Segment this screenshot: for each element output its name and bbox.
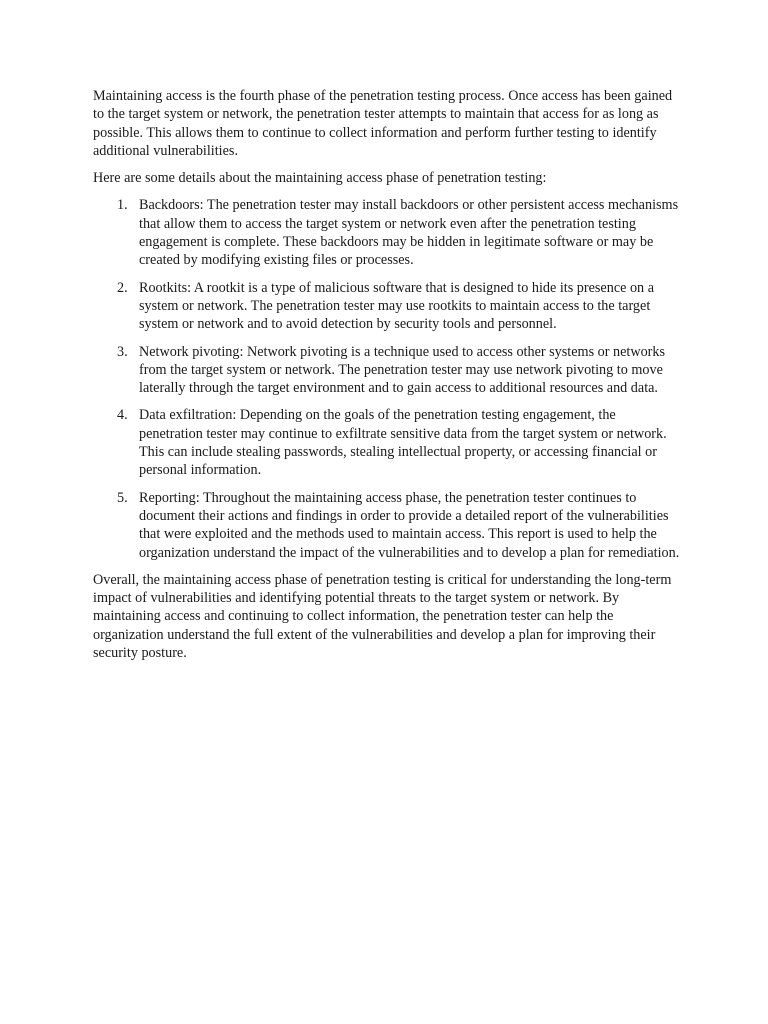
list-item-number: 3.: [117, 343, 128, 360]
list-item-text: Data exfiltration: Depending on the goals of the penetration testing engagement, the penetration tester may continue to exfiltrate sensitive data from the target system or network. This can include stealing passwords, stealing intellectual property, or accessing financial or personal information.: [139, 407, 667, 479]
list-item: [93, 279, 683, 334]
lead-paragraph: Here are some details about the maintaining access phase of penetration testing:: [93, 170, 547, 187]
list-item: [93, 489, 683, 562]
document-page: [93, 87, 683, 671]
list-item-text: Rootkits: A rootkit is a type of malicious software that is designed to hide its presence on a system or network. The penetration tester may use rootkits to maintain access to the target system or network and to avoid detection by security tools and personnel.: [139, 279, 654, 333]
list-item-number: 5.: [117, 489, 128, 506]
list-item-text: Reporting: Throughout the maintaining access phase, the penetration tester continues to document their actions and findings in order to provide a detailed report of the vulnerabilities that were exploited and the methods used to maintain access. This report is used to help the organization understand the impact of the vulnerabilities and to develop a plan for remediation.: [139, 489, 680, 561]
list-item-text: Network pivoting: Network pivoting is a technique used to access other systems or networks from the target system or network. The penetration tester may use network pivoting to move laterally through the target environment and to gain access to additional resources and data.: [139, 343, 666, 397]
list-item: [93, 343, 683, 398]
intro-paragraph: Maintaining access is the fourth phase of the penetration testing process. Once access has been gained to the target system or network, the penetration tester attempts to maintain that access for as long as possible. This allows them to continue to collect information and perform further testing to identify additional vulnerabilities.: [93, 88, 673, 159]
conclusion-paragraph: Overall, the maintaining access phase of penetration testing is critical for understanding the long-term impact of vulnerabilities and identifying potential threats to the target system or network. By maintaining access and continuing to collect information, the penetration tester can help the organization understand the full extent of the vulnerabilities and develop a plan for improving their security posture.: [93, 571, 672, 662]
list-item: [93, 196, 683, 269]
list-item-number: 1.: [117, 197, 128, 214]
list-item: [93, 406, 683, 479]
list-item-text: Backdoors: The penetration tester may install backdoors or other persistent access mechanisms that allow them to access the target system or network even after the penetration testing engagement is complete. These backdoors may be hidden in legitimate software or may be created by modifying existing files or processes.: [139, 197, 679, 269]
list-item-number: 2.: [117, 279, 128, 296]
list-item-number: 4.: [117, 407, 128, 424]
details-list: [93, 196, 683, 561]
